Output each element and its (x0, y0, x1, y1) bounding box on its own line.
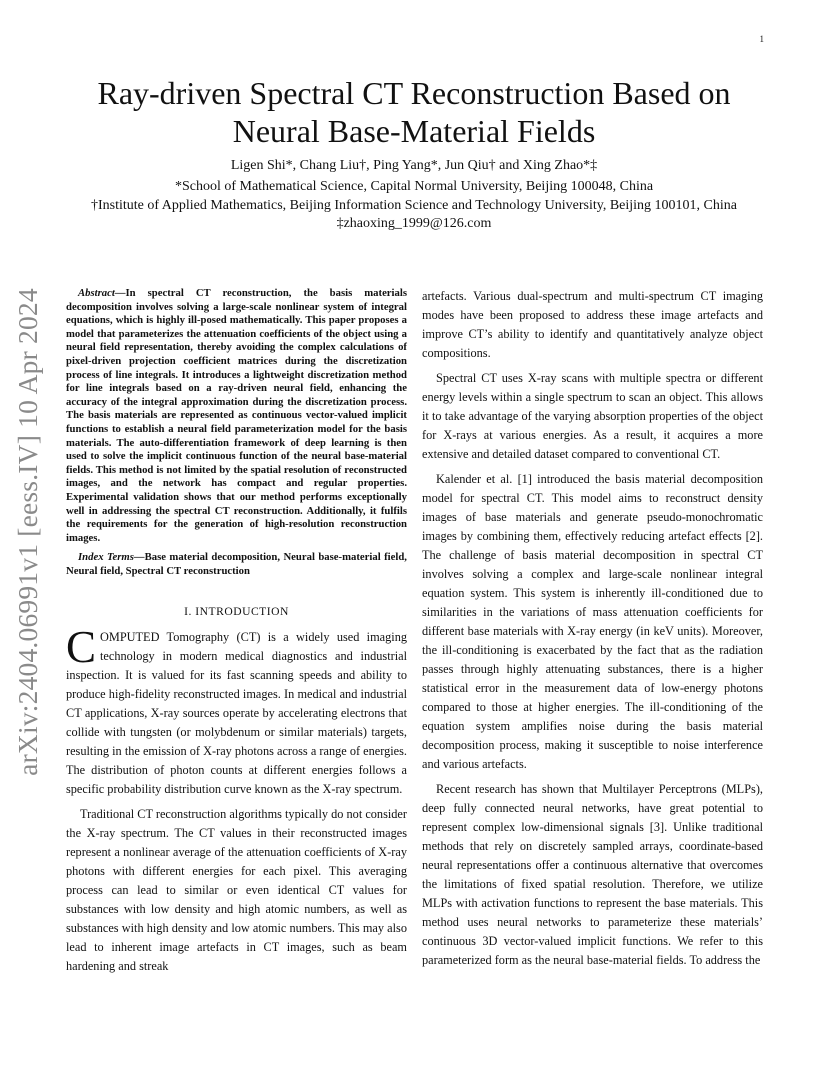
abstract-label: Abstract— (78, 287, 126, 299)
intro-paragraph-2: Traditional CT reconstruction algorithms typically do not consider the X-ray spectrum. The CT values in their reconstructed images represent a nonlinear average of the attenuation coefficients of X-ray photons with different energies for each pixel. This averaging process can lead to similar or even identical CT values for substances with low density and high atomic numbers, as well as substances with high density and low atomic numbers. This may also lead to inherent image artefacts in CT images, such as beam hardening and streak (66, 807, 407, 974)
section-heading: I. INTRODUCTION (184, 605, 289, 619)
right-paragraph-3: Kalender et al. [1] introduced the basis material decomposition model for spectral CT. This model aims to reconstruct density images of base materials and generate pseudo-monochromatic images by combining them, effectively reducing artefact effects [2]. The challenge of basis material decomposition in spectral CT involves solving a complex and large-scale nonlinear integral equation system. This system is inherently ill-conditioned due to similarities in the variations of mass attenuation coefficients for different base materials with X-ray energy (in keV units). Moreover, the ill-conditioning is exacerbated by the fact that as the radiation passes through highly attenuating substances, there is a higher statistical error in the measurement data of low-energy photons compared to those at higher energies. The ill-conditioning of the equation system amplifies noise during the basis material decomposition process, making it susceptible to noise interference and various artefacts. (422, 472, 763, 771)
arxiv-stamp-text: arXiv:2404.06991v1 [eess.IV] 10 Apr 2024 (12, 288, 43, 776)
index-terms-text: Base material decomposition, Neural base-material field, Neural field, Spectral CT reconstruction (66, 551, 407, 577)
affiliation-1: *School of Mathematical Science, Capital Normal University, Beijing 100048, China (174, 179, 654, 194)
affiliation-email: ‡zhaoxing_1999@126.com (336, 216, 492, 231)
drop-cap: C (66, 622, 97, 673)
index-terms (66, 551, 407, 578)
authors: Ligen Shi*, Chang Liu†, Ping Yang*, Jun Qiu† and Xing Zhao*‡ (230, 158, 598, 173)
title-line-2: Neural Base-Material Fields (232, 113, 596, 149)
page-number: 1 (759, 34, 764, 44)
abstract (66, 287, 407, 545)
left-column (66, 287, 407, 976)
index-terms-label: Index Terms— (78, 551, 145, 564)
affiliation-2: †Institute of Applied Mathematics, Beijing Information Science and Technology University, Beijing 100101, China (90, 198, 738, 213)
arxiv-stamp (6, 282, 50, 782)
right-paragraph-4: Recent research has shown that Multilayer Perceptrons (MLPs), deep fully connected neural networks, have great potential to represent complex low-dimensional signals [3]. Unlike traditional methods that rely on discretely sampled arrays, coordinate-based neural representations offer a continuous alternative that overcomes the limitations of fixed spatial resolution. Therefore, we utilize MLPs with activation functions to represent the base materials. This method uses neural networks to parameterize these materials’ continuous 3D vector-valued implicit functions. We refer to this parameterized form as the neural base-material fields. To address the (422, 782, 763, 967)
paper-title (66, 74, 762, 150)
right-column (422, 287, 763, 970)
intro-paragraph-1-text: OMPUTED Tomography (CT) is a widely used imaging technology in modern medical diagnostics and industrial inspection. It is valued for its fast scanning speeds and ability to produce high-fidelity reconstructed images. In medical and industrial CT applications, X-ray sources operate by accelerating electrons that collide with tungsten (or molybdenum or similar materials) targets, resulting in the emission of X-ray photons across a range of energies. The distribution of photon counts at different energies follows a specific probability distribution curve known as the X-ray spectrum. (66, 630, 407, 797)
right-paragraph-1: artefacts. Various dual-spectrum and multi-spectrum CT imaging modes have been proposed to address these image artefacts and improve CT’s ability to identify and quantitatively analyze object compositions. (422, 289, 763, 360)
title-line-1: Ray-driven Spectral CT Reconstruction Based on (97, 75, 731, 111)
abstract-text: In spectral CT reconstruction, the basis materials decomposition involves solving a large-scale nonlinear system of integral equations, which is highly ill-posed mathematically. This paper proposes a model that parameterizes the attenuation coefficients of the object using a neural field representation, thereby avoiding the complex calculations of pixel-driven projection coefficient matrices during the discretization process of line integrals. It introduces a lightweight discretization method for line integrals based on a ray-driven neural field, enhancing the accuracy of the integral approximation during the discretization process. The basis materials are represented as continuous vector-valued implicit functions to establish a neural field parameterization model for the basis materials. The auto-differentiation framework of deep learning is then used to solve the implicit continuous function of the neural base-material fields. This method is not limited by the spatial resolution of reconstructed images, and the network has compact and regular properties. Experimental validation shows that our method performs exceptionally well in addressing the spectral CT reconstruction. Additionally, it fulfils the requirements for the generation of high-resolution reconstruction images. (66, 287, 407, 544)
right-paragraph-2: Spectral CT uses X-ray scans with multiple spectra or different energy levels within a single spectrum to scan an object. This allows it to take advantage of the varying absorption properties of the object for X-rays at various energies. As a result, it acquires a more extensive and detailed dataset compared to conventional CT. (422, 371, 763, 461)
intro-paragraph-1 (66, 622, 407, 799)
